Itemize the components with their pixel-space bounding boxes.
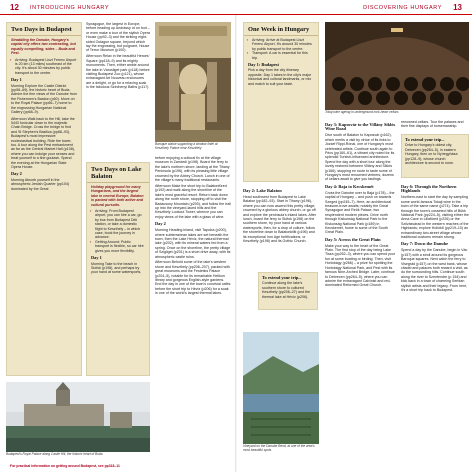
box-intro: Holiday playground for many Hungarians, and the largest lake in central Europe, Balaton is packed with both active and cultural pursuits. — [91, 185, 144, 207]
box-bullet: ▪ Arriving: Budapest Liszt Ferenc Airport is 20 km (13 miles) southeast of the city. It's about 30 minutes by public transport to the centre. — [7, 58, 81, 76]
box-bullet: ▪ Transport: A car is essential for this trip. — [244, 51, 318, 60]
page-header — [0, 0, 472, 15]
right-column-1 — [243, 186, 319, 245]
day-heading: Day 2 — [155, 221, 166, 227]
day-heading: Day 6: Through the Northern Highlands — [401, 184, 457, 194]
right-column-3-continued — [401, 182, 469, 294]
body-text: Afternoon Relax in the beautiful Heroes' Square (pp118–9) and its mighty monuments. Then, either amble around the lake in Városliget park (p118) before visiting Budapest Zoo (p121), whose extravagant Art Nouveau enclosures are a delight, or go for a relaxing soak in the fabulous Széchenyi Baths (p117). — [86, 54, 150, 90]
day-heading: Day 1 — [91, 255, 102, 261]
body-text: Spend a day by the Danube, begin in Vác (p157) with a stroll around its gorgeous Baroque squares. Next catch the ferry to Visegrád (p157) on the west bank, whose citadel and palaces both reward a visit, as do the surrounding hills. Continue south along the river to Szentendre (p 154) and kick back in a town of charming Serbian stylish artists and their legacy. From here, it's a short trip back to Budapest. — [401, 248, 468, 292]
statue-photo — [155, 22, 231, 142]
danube-bend-photo — [243, 332, 319, 444]
body-text: Cross the Danube over to Baja (p178) – the capital of Hungary – and push on towards Szeged (pp245–7). Here, an architectural treasure-trove awaits; notably the Great Synagogue and Reök Palace, two resplendent modern pieces. Drive north through Kiskunság National Park to the Kiskunság National Park (p189) in Kecskemét, home to some of the South Great Plain. — [325, 190, 395, 235]
tip-title: To extend your trip... — [405, 137, 445, 142]
day-heading: Day 1 — [11, 77, 22, 83]
box-bullet: ▪ Arriving: Arrive at Budapest Liszt Ferenc Airport. It's around 30 minutes by public transport to the centre. — [244, 38, 318, 51]
body-text: Morning Heading inland, visit Tapolca (p200), where subterranean lakes are set beneath the town, then the Lake Hévíz, the natural thermal lake (p202), with its mineral waters fed from a spring. Once on the shoreline, the pretty village of Szigliget (p201) is a short drive away, with its atmospheric castle ruins. — [155, 228, 231, 259]
day-heading: Day 4: Baja to Kecskemét — [325, 183, 374, 189]
body-text: Head southwest from Budapest to Lake Balaton (pp182–93). Start in Tihany (p196), where you can now ascend this pretty village, crowned by a glorious abbey church, or go off and explore the peninsula's inland lakes. After lunch, board the ferry to Siófok (p198) on the southern shore, try your hand at various watersports, then, for a drop of culture, follow the shoreline down to Balatonkiliti (p196) and its exceptional Iron Age fortifications, or Keszthely (p198) and its Gothic Church. — [243, 194, 317, 243]
box-bullet: ▪ Arriving: From Budapest airport, you can hire a car, go by bus from Budapest Déli station, or take a domestic flight to Keszthely – in which case, book the journey in advance. — [87, 209, 149, 240]
right-section-title: DISCOVERING HUNGARY — [363, 5, 442, 11]
day-heading: Day 1: Budapest — [248, 62, 279, 68]
extend-trip-tip — [258, 272, 318, 310]
right-column-3 — [401, 120, 469, 130]
wine-cellar-photo — [325, 22, 469, 110]
footer-note: For practical information on getting around Budapest, see pp318–11 — [10, 464, 120, 468]
extend-trip-tip — [401, 134, 469, 178]
week-itinerary-box — [243, 22, 319, 182]
budapest-palace-photo — [6, 382, 150, 452]
right-page-number: 13 — [453, 3, 462, 12]
budapest-itinerary-box — [6, 22, 82, 376]
balaton-itinerary-box — [86, 162, 150, 376]
left-section-title: INTRODUCING HUNGARY — [30, 5, 110, 11]
day-heading: Day 7: Down the Danube — [401, 241, 449, 247]
photo-caption: Tokaj wine ageing in underground rock-hewn cellars — [325, 110, 399, 114]
body-text: Make your way to the heart of the Great Plain. The first stop of the day being Lake Tisza (pp252–3), where you can spend your fun at some boating or birding. Then, visit Hortobágy (p266) – a prize for spotting the Hortobágy National Park, and Pest with its famous Nine-Arched Bridge. Later, continue to Debrecen (pp264–5), where you can admire the extravagant Calvinist and red-dominated Reformed Great Church. — [325, 243, 395, 288]
left-column-3 — [155, 156, 231, 297]
day-text: Morning Absorb yourself in the atmospheric Jewish Quarter (pp104) dominated by the Great — [11, 177, 70, 191]
day-heading: Day 5: Across the Great Plain — [325, 236, 381, 242]
body-text: Afternoon Behold some of the lake's western shore and Keszthely (pp206–207), packed with great museums and the Festetics Palace (p204–5), notable for its remarkable Helikon library and gorgeous English-style gardens. End the day in one of the town's convivial cafés before the short trip to Hévíz (p206) for a soak in one of the world's largest thermal lakes. — [155, 260, 231, 296]
tip-text: Drive to Hungary's oldest city, Debrecen (pp254–5), in eastern Hungary, then on to Nyíregyháza (pp128–9), whose church architecture is second to none. — [405, 143, 458, 166]
body-text: Synagogue, the largest in Europe, before heading up Andrássy út on foot – or even make a tour of the stylish Opera House (pp92–3) and the striking eight-sided Octagon square, beyond which lay the engrossing, but poignant, House of Terror Museum (p100). — [86, 22, 150, 53]
day-text: Morning Explore the Castle District (pp56–69), the historic heart of Buda. Admire the fine views of the Danube from the Fishermen's Bastion (p60). Move on to the Royal Palace (pp66–7) home to the engrossing Hungarian National Gallery (pp68–9). — [11, 83, 77, 115]
day-heading: Day 2: Lake Balaton — [243, 188, 282, 193]
body-text: renowned cellars. Tour the palaces and their fine displays of horsemanship. — [401, 120, 464, 129]
day-heading: Day 2 — [11, 171, 22, 177]
body-text: Dive south of Balaton to Kaposvár (p162), which merits a visit by virtue of its links to József Rippl-Rónai, one of Hungary's most celebrated artists. Continue south again to Pécs (pp160–61), a vibrant city noted for its splendid Turkish-influenced architecture. Spend the day with a short tour along the lovely restored between Villány and Siklós (p166), stopping en route to taste some of Hungary's most renowned vintners, dozens of cellars await to give you tastings. — [325, 133, 395, 182]
photo-caption: Vineyard on the Danube Bend, at one of the area's most beautiful spots — [243, 444, 315, 452]
day-text: Morning Take to the beach in Siófok (p198), and perhaps try your hand at some watersports, — [91, 261, 142, 275]
body-text: Afternoon Make the short trip to Balatonfüred (p192) and walk along the shoreline of the lake's most graceful resort. Return back down along the north shore, stopping off to visit the Badacsony Mountain (p200), and follow the trail up into the vineyard-laced hills and the Keszthely Lookout Tower, whence you can enjoy views of the lake with a glass of wine. — [155, 183, 231, 219]
box-title: One Week in Hungary — [248, 26, 310, 33]
page-spine — [235, 15, 237, 472]
left-column-2 — [86, 22, 150, 91]
tip-title: To extend your trip... — [262, 275, 302, 280]
box-bullet: ▪ Getting Around: Public transport is flexible, so car hire gives you more flexibility. — [87, 240, 149, 253]
right-column-2 — [325, 120, 397, 289]
day-heading: Day 3: Kaposvár to the Villány Siklós Wine Road — [325, 122, 396, 132]
day-text: Pick a day from the city itinerary opposite. Day 1 takes in the city's major historical and cultural landmarks, or mix and match to suit your taste. — [248, 68, 312, 86]
day-text: Afternoon Walk back to the Hill, take the 5440 funicular down to the majestic Chain Bridge. Cross the bridge to find and St Stephen's Basilica (pp88–93), Budapest's most impressive ecclesiastical building. Ride the tower, too. A tour along the Pest embankment as far as the Central Market Hall (p108), where you can indulge your senses and treat yourself to a fine goulash. Spend the evening at the Hungarian State Opera House. — [11, 116, 75, 169]
box-title: Two Days on Lake Balaton — [91, 166, 142, 180]
body-text: Northern-east to start the day by sampling some world-famous Tokaji wine in the town of the same name (p274). Take a trip through the town's cosseted hills of Bükk National Park (pp224–5), visiting either the Anna Cave in Lillafüred (p226) or the Szilvásvárad in the western reaches of the Highlands; explore Hollókő (pp219–10) an extraordinary two-street village whose traditional customs remain strong. — [401, 195, 469, 239]
box-intro: Straddling the Danube, Hungary's capital city offers two contrasting, but equally compelling, sides – Buda and Pest. — [11, 38, 76, 56]
left-page-number: 12 — [10, 3, 19, 12]
photo-caption: Baroque statue supporting a window lintel at Keszthely Palace near Keszthely — [155, 142, 218, 150]
photo-caption: Budapest's Royal Palace along Castle Hill, the historic heart of Buda — [6, 452, 103, 456]
box-title: Two Days in Budapest — [11, 26, 72, 33]
tip-text: Continue along the lake's southern shore to cultured Keszthely (pp206–27) and the thermal lake at Hévíz (p206). — [262, 281, 310, 299]
body-text: before enjoying a cultural fix at the village museum in Zamárdi (p198). Board the ferry to the lake's northern shore, landing at the Tihany Peninsula (p196), with its pleasing little village crowned by the Abbey Church. Lunch in one of the village's many traditional restaurants. — [155, 156, 230, 183]
